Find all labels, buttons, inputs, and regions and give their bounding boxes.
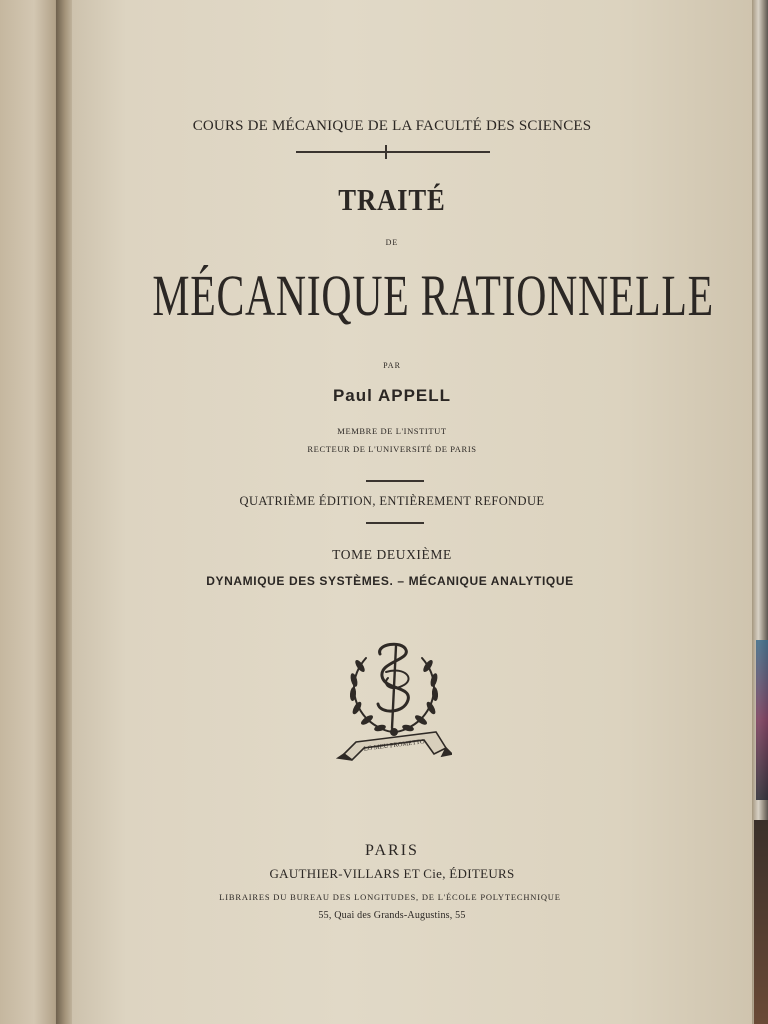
main-title: MÉCANIQUE RATIONNELLE — [152, 263, 714, 328]
series-rule — [296, 151, 490, 153]
title-de: DE — [385, 238, 399, 247]
facing-page — [0, 0, 62, 1024]
edition-rule-bottom — [366, 522, 424, 524]
author-name: Paul APPELL — [332, 386, 452, 405]
background-surface — [754, 820, 768, 1024]
volume-label: TOME DEUXIÈME — [332, 547, 452, 562]
subject-line: DYNAMIQUE DES SYSTÈMES. – MÉCANIQUE ANALYTIQUE — [206, 574, 574, 588]
imprint-city: PARIS — [365, 842, 419, 859]
series-title: COURS DE MÉCANIQUE DE LA FACULTÉ DES SCIENCES — [192, 118, 592, 134]
emblem-motto: LO MEU PROMETTO — [363, 738, 426, 753]
edition-line: QUATRIÈME ÉDITION, ENTIÈREMENT REFONDUE — [239, 494, 545, 508]
par-label: PAR — [383, 361, 401, 370]
publisher-emblem — [336, 636, 452, 766]
publisher-subtitle: LIBRAIRES DU BUREAU DES LONGITUDES, DE L'ÉCOLE POLYTECHNIQUE — [219, 892, 561, 902]
title-top: TRAITÉ — [338, 182, 446, 217]
series-rule-mark — [385, 145, 387, 159]
author-role-1: MEMBRE DE L'INSTITUT — [337, 426, 447, 436]
author-role-2: RECTEUR DE L'UNIVERSITÉ DE PARIS — [307, 444, 477, 454]
edition-rule-top — [366, 480, 424, 482]
background-object — [756, 640, 768, 800]
publisher-name: GAUTHIER-VILLARS ET Cie, ÉDITEURS — [269, 866, 515, 881]
publisher-address: 55, Quai des Grands-Augustins, 55 — [318, 910, 466, 921]
